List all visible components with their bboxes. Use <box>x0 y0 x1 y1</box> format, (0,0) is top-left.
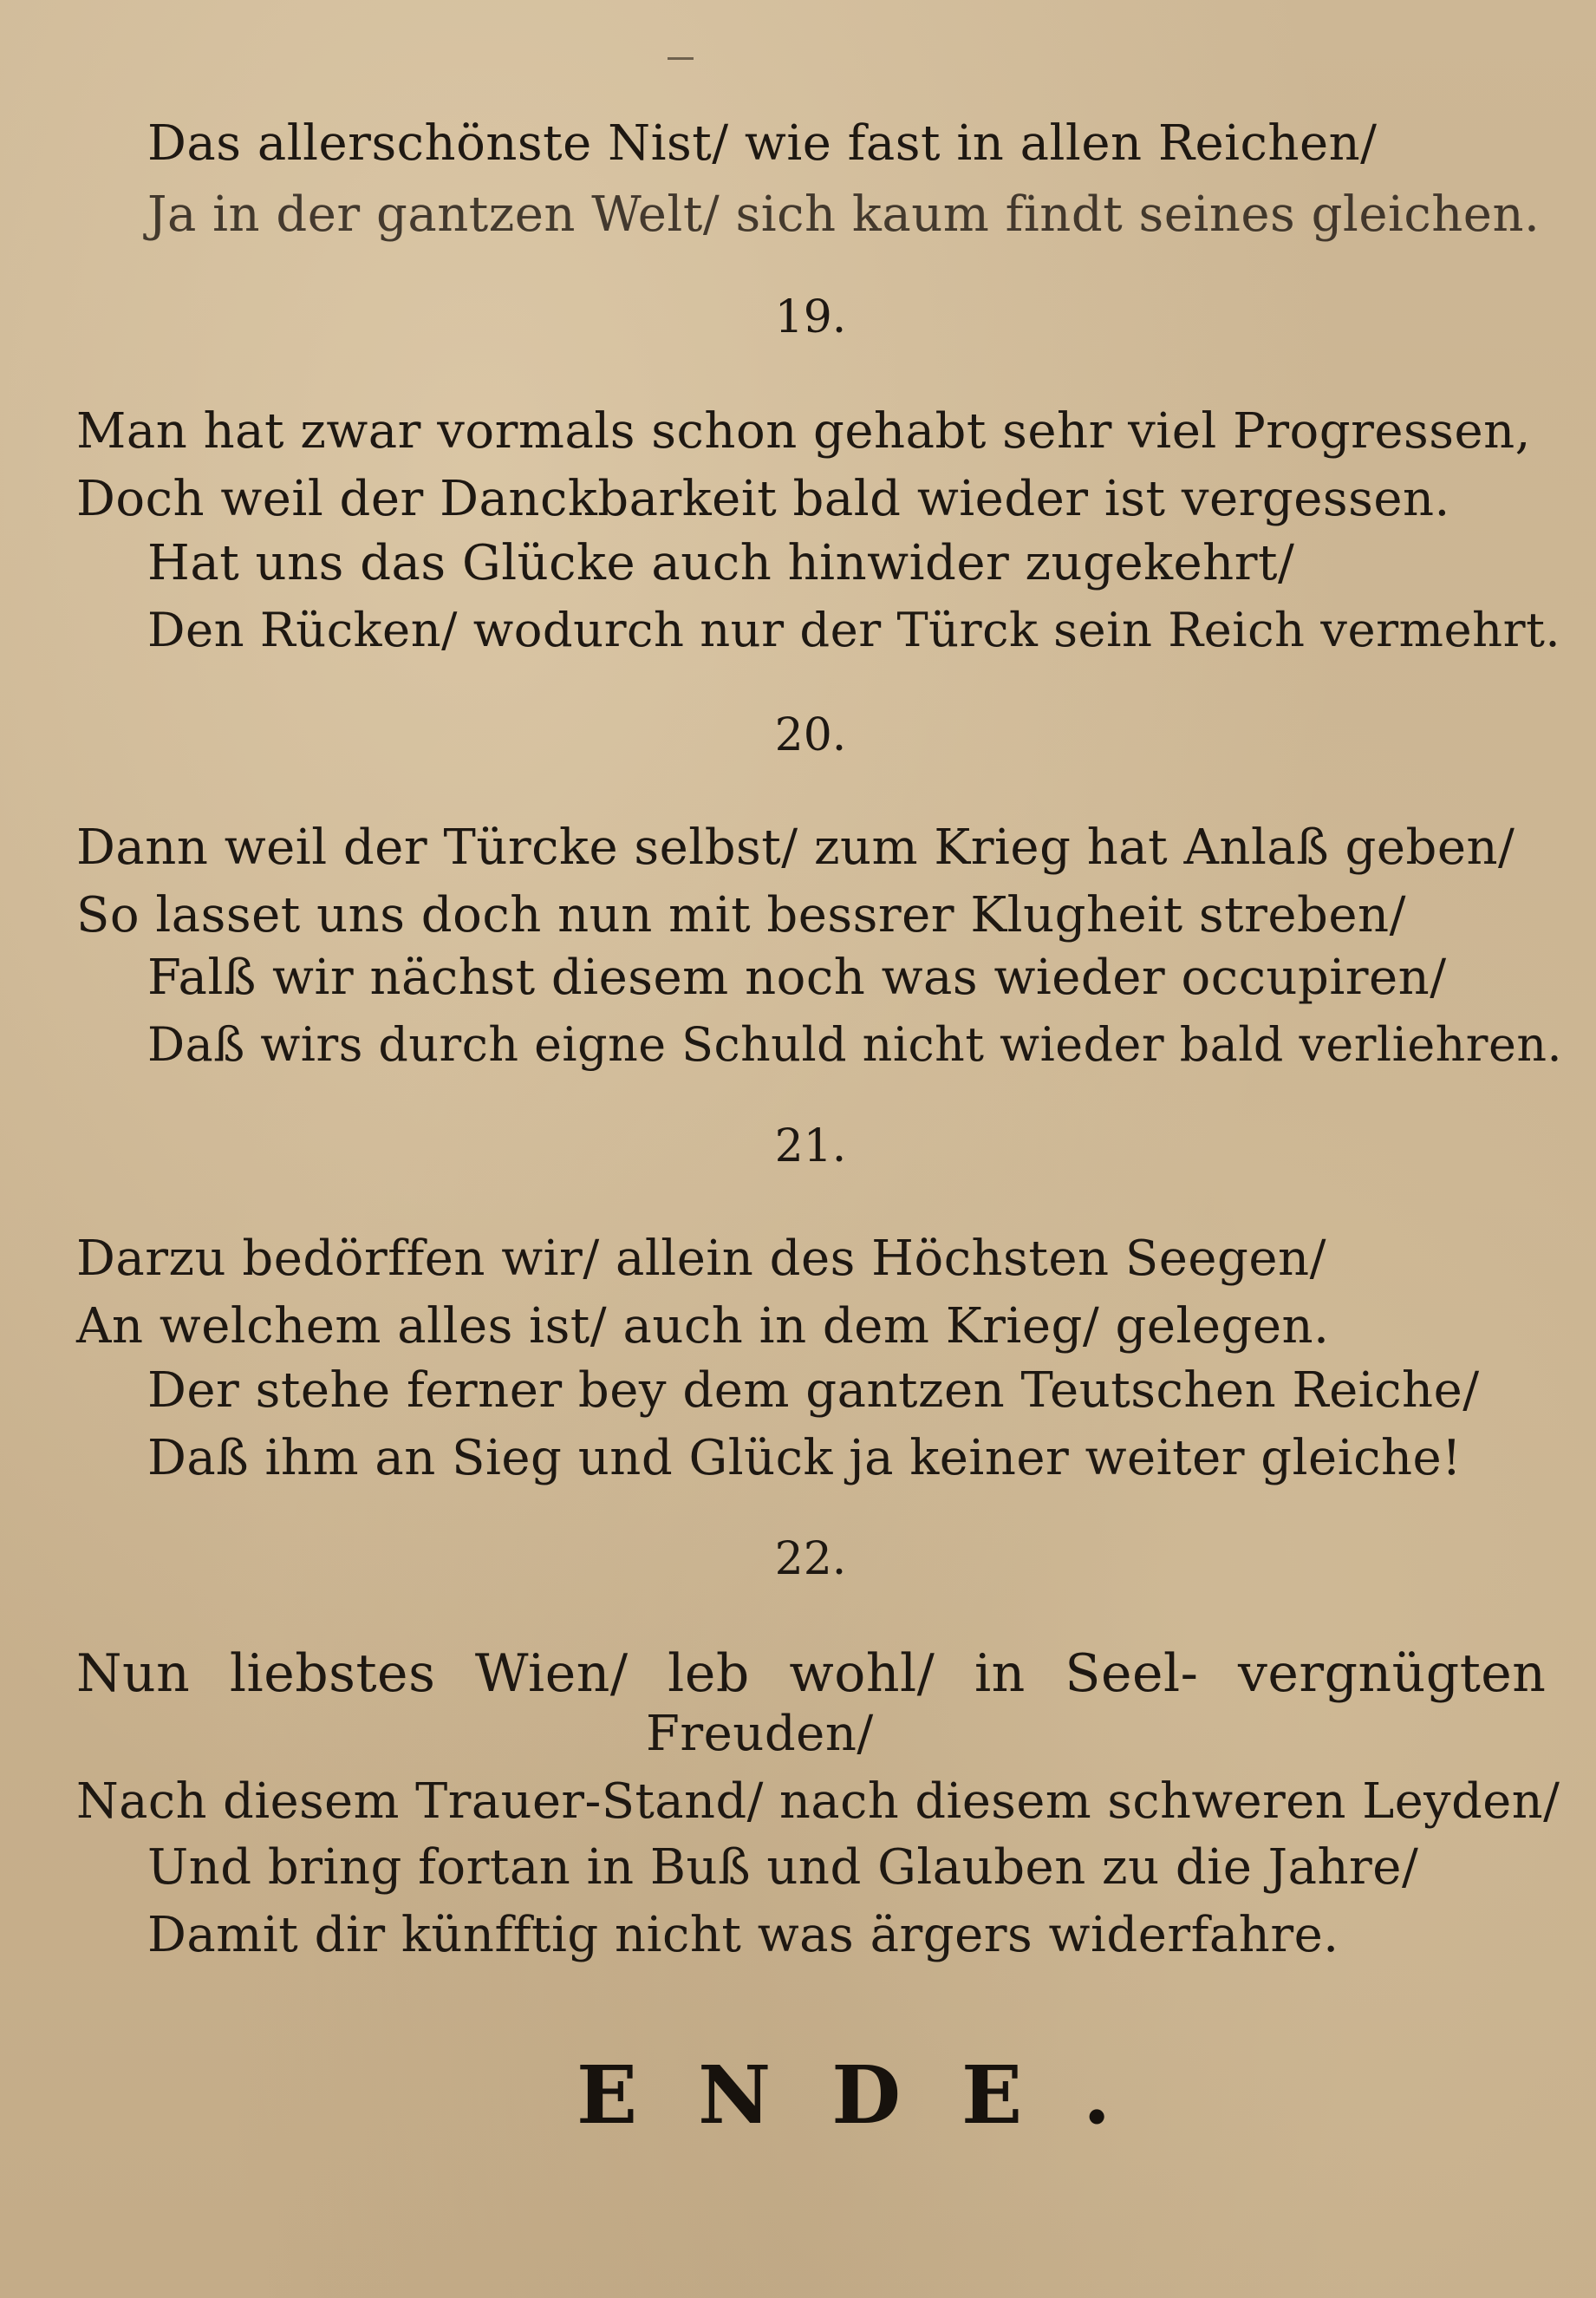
stanza-22-line-1: Nun liebstes Wien/ leb wohl/ in Seel- vergnügten <box>76 1643 1547 1704</box>
stanza-20-line-1: Dann weil der Türcke selbst/ zum Krieg hat Anlaß geben/ <box>76 819 1515 876</box>
stanza-22-line-2: Nach diesem Trauer-Stand/ nach diesem schweren Leyden/ <box>76 1773 1560 1830</box>
stanza-20-line-2: So lasset uns doch nun mit bessrer Klugheit streben/ <box>76 887 1406 943</box>
stanza-19-number: 19. <box>774 291 847 343</box>
stanza-20-number: 20. <box>774 709 847 761</box>
stanza-18-line-2: Ja in der gantzen Welt/ sich kaum findt seines gleichen. <box>147 186 1541 243</box>
stanza-19-line-2: Doch weil der Danckbarkeit bald wieder ist vergessen. <box>76 471 1450 527</box>
closing-ende: ENDE. <box>577 2048 1172 2142</box>
stanza-22-line-1-continuation: Freuden/ <box>646 1706 874 1762</box>
stanza-21-line-2: An welchem alles ist/ auch in dem Krieg/ gelegen. <box>76 1298 1330 1355</box>
stanza-21-number: 21. <box>774 1120 847 1172</box>
stanza-21-line-3: Der stehe ferner bey dem gantzen Teutschen Reiche/ <box>147 1362 1480 1419</box>
stanza-21-line-1: Darzu bedörffen wir/ allein des Höchsten Seegen/ <box>76 1231 1326 1287</box>
stanza-19-line-3: Hat uns das Glücke auch hinwider zugekehrt/ <box>147 535 1295 591</box>
stanza-22-line-3: Und bring fortan in Buß und Glauben zu die Jahre/ <box>147 1839 1419 1896</box>
stanza-22-number: 22. <box>774 1533 847 1585</box>
stanza-21-line-4: Daß ihm an Sieg und Glück ja keiner weiter gleiche! <box>147 1430 1462 1486</box>
stanza-19-line-1: Man hat zwar vormals schon gehabt sehr viel Progressen, <box>76 403 1531 460</box>
stanza-20-line-3: Falß wir nächst diesem noch was wieder occupiren/ <box>147 950 1447 1006</box>
stanza-18-line-1: Das allerschönste Nist/ wie fast in allen Reichen/ <box>147 115 1378 172</box>
stanza-19-line-4: Den Rücken/ wodurch nur der Türck sein Reich vermehrt. <box>147 603 1561 657</box>
stanza-22-line-4: Damit dir künfftig nicht was ärgers widerfahre. <box>147 1907 1339 1963</box>
page-mark <box>668 57 694 60</box>
stanza-20-line-4: Daß wirs durch eigne Schuld nicht wieder bald verliehren. <box>147 1017 1563 1072</box>
